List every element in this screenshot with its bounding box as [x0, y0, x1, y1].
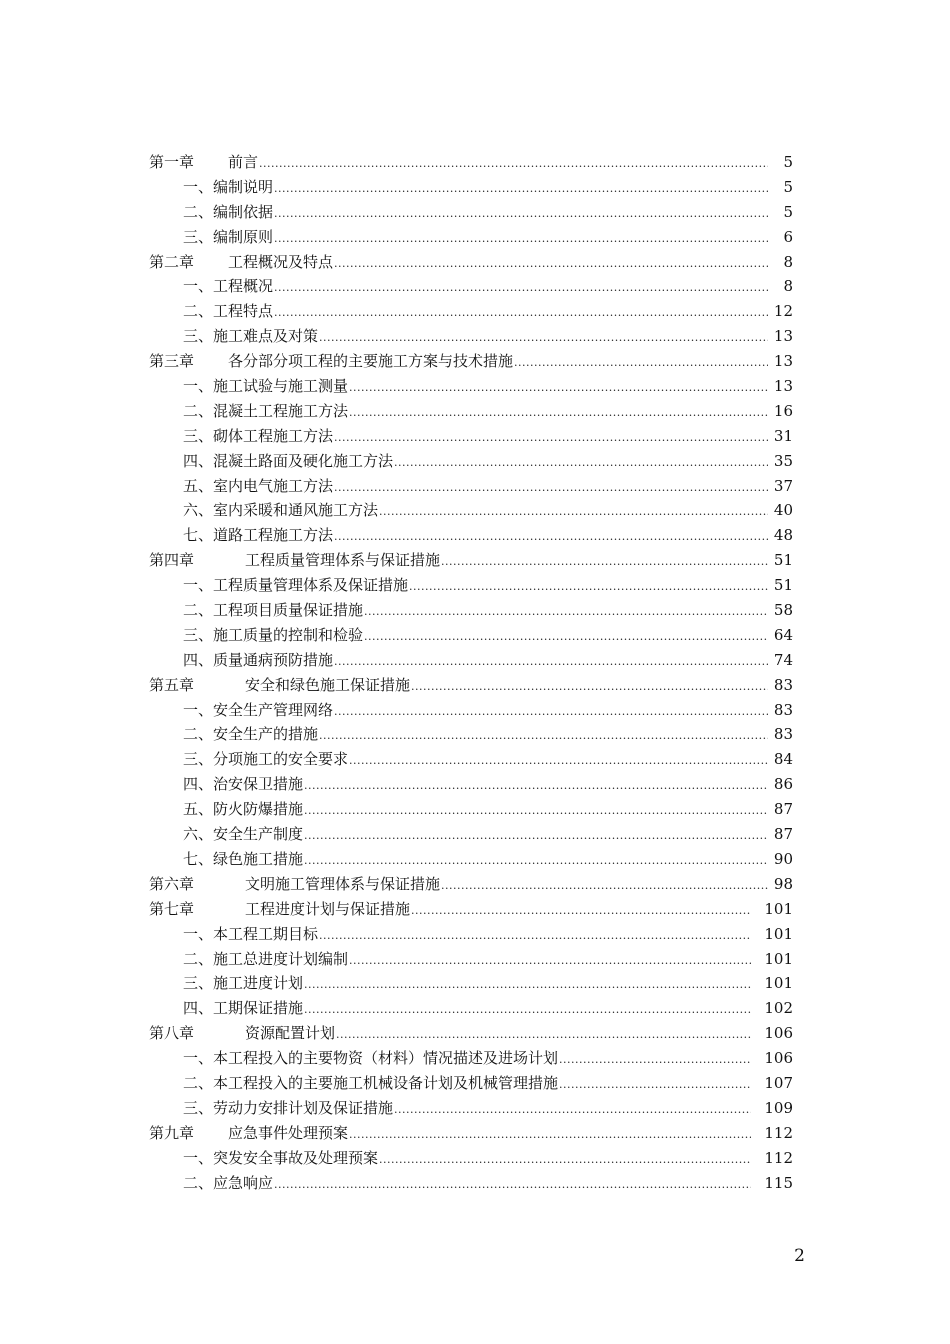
toc-page-number: 87 — [773, 800, 793, 819]
toc-chapter-row[interactable] — [0, 548, 950, 573]
toc-chapter-label: 第二章 — [149, 252, 195, 271]
toc-title: 一、本工程工期目标 — [183, 924, 319, 943]
toc-page-number: 83 — [773, 725, 793, 744]
toc-entry — [183, 424, 768, 449]
toc-leader-dots — [379, 500, 768, 523]
toc-leader-dots — [274, 177, 768, 200]
toc-leader-dots — [559, 1048, 751, 1071]
toc-page-number: 40 — [773, 501, 793, 520]
toc-title: 二、应急响应 — [183, 1173, 274, 1192]
toc-page-number: 115 — [764, 1173, 793, 1192]
toc-entry — [149, 548, 768, 573]
toc-page-number: 84 — [773, 750, 793, 769]
toc-chapter-label: 第六章 — [149, 874, 195, 893]
toc-title: 各分部分项工程的主要施工方案与技术措施 — [228, 352, 514, 371]
toc-title: 三、分项施工的安全要求 — [183, 750, 349, 769]
toc-section-row[interactable] — [0, 274, 950, 299]
toc-chapter-row[interactable] — [0, 673, 950, 698]
toc-title: 三、施工难点及对策 — [183, 327, 319, 346]
toc-leader-dots — [349, 949, 751, 972]
toc-title: 六、安全生产制度 — [183, 825, 304, 844]
toc-leader-dots — [336, 1023, 751, 1046]
toc-page-number: 5 — [783, 177, 793, 196]
toc-chapter-row[interactable] — [0, 1121, 950, 1146]
toc-section-row[interactable] — [0, 1096, 950, 1121]
toc-section-row[interactable] — [0, 822, 950, 847]
toc-leader-dots — [259, 152, 768, 175]
toc-title: 二、施工总进度计划编制 — [183, 949, 349, 968]
toc-chapter-label: 第九章 — [149, 1123, 195, 1142]
toc-leader-dots — [334, 252, 768, 275]
toc-section-row[interactable] — [0, 747, 950, 772]
toc-title: 七、绿色施工措施 — [183, 849, 304, 868]
toc-page-number: 74 — [773, 650, 793, 669]
toc-page-number: 109 — [764, 1098, 793, 1117]
toc-leader-dots — [304, 774, 768, 797]
toc-leader-dots — [441, 550, 768, 573]
toc-leader-dots — [441, 874, 768, 897]
toc-section-row[interactable] — [0, 623, 950, 648]
toc-section-row[interactable] — [0, 698, 950, 723]
toc-title: 三、施工进度计划 — [183, 974, 304, 993]
toc-page-number: 112 — [764, 1123, 793, 1142]
toc-title: 一、工程概况 — [183, 277, 274, 296]
toc-title: 文明施工管理体系与保证措施 — [245, 874, 441, 893]
toc-entry — [183, 1071, 751, 1096]
toc-page-number: 6 — [783, 227, 793, 246]
toc-entry — [183, 1096, 751, 1121]
toc-leader-dots — [334, 525, 768, 548]
page-number: 2 — [794, 1246, 805, 1266]
toc-page-number: 13 — [773, 327, 793, 346]
toc-entry — [183, 523, 768, 548]
toc-leader-dots — [409, 575, 768, 598]
toc-entry — [183, 1146, 751, 1171]
toc-title: 七、道路工程施工方法 — [183, 526, 334, 545]
toc-leader-dots — [364, 625, 768, 648]
toc-entry — [183, 274, 768, 299]
toc-title: 二、工程特点 — [183, 302, 274, 321]
toc-leader-dots — [334, 650, 768, 673]
toc-section-row[interactable] — [0, 225, 950, 250]
toc-page-number: 64 — [773, 625, 793, 644]
table-of-contents — [0, 150, 950, 1195]
toc-leader-dots — [394, 451, 768, 474]
toc-entry — [183, 399, 768, 424]
toc-entry — [149, 872, 768, 897]
toc-entry — [183, 324, 768, 349]
toc-title: 工程进度计划与保证措施 — [245, 899, 411, 918]
toc-page-number: 13 — [773, 352, 793, 371]
toc-entry — [183, 200, 768, 225]
toc-entry — [183, 797, 768, 822]
toc-chapter-label: 第三章 — [149, 352, 195, 371]
toc-page-number: 31 — [773, 426, 793, 445]
toc-section-row[interactable] — [0, 449, 950, 474]
toc-title: 二、混凝土工程施工方法 — [183, 401, 349, 420]
toc-leader-dots — [274, 276, 768, 299]
toc-leader-dots — [394, 1098, 751, 1121]
toc-title: 安全和绿色施工保证措施 — [245, 675, 411, 694]
toc-title: 一、编制说明 — [183, 177, 274, 196]
toc-section-row[interactable] — [0, 722, 950, 747]
toc-title: 二、编制依据 — [183, 202, 274, 221]
toc-title: 三、施工质量的控制和检验 — [183, 625, 364, 644]
toc-entry — [183, 747, 768, 772]
toc-page-number: 106 — [764, 1049, 793, 1068]
toc-page-number: 5 — [783, 153, 793, 171]
toc-title: 一、突发安全事故及处理预案 — [183, 1148, 379, 1167]
toc-section-row[interactable] — [0, 996, 950, 1021]
toc-title: 四、质量通病预防措施 — [183, 650, 334, 669]
toc-leader-dots — [319, 924, 751, 947]
toc-section-row[interactable] — [0, 797, 950, 822]
toc-section-row[interactable] — [0, 523, 950, 548]
toc-section-row[interactable] — [0, 1171, 950, 1196]
toc-entry — [183, 1046, 751, 1071]
toc-title: 五、防火防爆措施 — [183, 800, 304, 819]
toc-section-row[interactable] — [0, 474, 950, 499]
toc-page-number: 5 — [783, 202, 793, 221]
toc-entry — [183, 175, 768, 200]
toc-title: 三、编制原则 — [183, 227, 274, 246]
toc-leader-dots — [319, 724, 768, 747]
toc-title: 四、工期保证措施 — [183, 999, 304, 1018]
toc-entry — [149, 1021, 751, 1046]
toc-section-row[interactable] — [0, 299, 950, 324]
toc-entry — [183, 922, 751, 947]
toc-leader-dots — [274, 1173, 751, 1196]
toc-title: 应急事件处理预案 — [228, 1123, 349, 1142]
toc-section-row[interactable] — [0, 772, 950, 797]
toc-section-row[interactable] — [0, 424, 950, 449]
toc-leader-dots — [274, 301, 768, 324]
toc-page-number: 87 — [773, 825, 793, 844]
toc-title: 四、治安保卫措施 — [183, 775, 304, 794]
toc-entry — [183, 299, 768, 324]
toc-page-number: 13 — [773, 377, 793, 396]
toc-entry — [149, 250, 768, 275]
toc-page-number: 12 — [773, 302, 793, 321]
toc-leader-dots — [379, 1148, 751, 1171]
toc-leader-dots — [411, 675, 768, 698]
toc-section-row[interactable] — [0, 1071, 950, 1096]
toc-page-number: 86 — [773, 775, 793, 794]
toc-title: 一、施工试验与施工测量 — [183, 377, 349, 396]
toc-page-number: 58 — [773, 601, 793, 620]
toc-leader-dots — [304, 998, 751, 1021]
toc-entry — [183, 698, 768, 723]
toc-page-number: 51 — [773, 576, 793, 595]
toc-title: 二、本工程投入的主要施工机械设备计划及机械管理措施 — [183, 1073, 559, 1092]
toc-leader-dots — [334, 426, 768, 449]
toc-title: 二、工程项目质量保证措施 — [183, 601, 364, 620]
toc-entry — [183, 598, 768, 623]
toc-chapter-row[interactable] — [0, 349, 950, 374]
toc-page-number: 112 — [764, 1148, 793, 1167]
toc-section-row[interactable] — [0, 374, 950, 399]
toc-page-number: 8 — [783, 277, 793, 296]
toc-entry — [149, 897, 751, 922]
toc-chapter-label: 第七章 — [149, 899, 195, 918]
toc-leader-dots — [349, 1123, 751, 1146]
toc-leader-dots — [334, 700, 768, 723]
toc-leader-dots — [514, 351, 768, 374]
toc-leader-dots — [349, 401, 768, 424]
toc-title: 工程概况及特点 — [228, 252, 334, 271]
toc-page-number: 35 — [773, 451, 793, 470]
toc-entry — [183, 498, 768, 523]
toc-title: 三、劳动力安排计划及保证措施 — [183, 1098, 394, 1117]
toc-leader-dots — [411, 899, 751, 922]
toc-page-number: 98 — [773, 874, 793, 893]
toc-entry — [183, 623, 768, 648]
toc-leader-dots — [304, 799, 768, 822]
toc-chapter-label: 第五章 — [149, 675, 195, 694]
toc-entry — [183, 225, 768, 250]
toc-entry — [183, 822, 768, 847]
toc-chapter-row[interactable] — [0, 897, 950, 922]
toc-section-row[interactable] — [0, 648, 950, 673]
toc-leader-dots — [304, 973, 751, 996]
toc-leader-dots — [559, 1073, 751, 1096]
toc-section-row[interactable] — [0, 847, 950, 872]
toc-entry — [183, 374, 768, 399]
toc-section-row[interactable] — [0, 598, 950, 623]
toc-title: 工程质量管理体系与保证措施 — [245, 551, 441, 570]
toc-page-number: 102 — [764, 999, 793, 1018]
toc-title: 资源配置计划 — [245, 1024, 336, 1043]
toc-page-number: 48 — [773, 526, 793, 545]
toc-chapter-row[interactable] — [0, 1021, 950, 1046]
toc-title: 三、砌体工程施工方法 — [183, 426, 334, 445]
toc-chapter-label: 第一章 — [149, 153, 195, 171]
toc-entry — [183, 474, 768, 499]
toc-section-row[interactable] — [0, 1046, 950, 1071]
toc-chapter-row[interactable] — [0, 250, 950, 275]
toc-entry — [149, 349, 768, 374]
toc-title: 六、室内采暖和通风施工方法 — [183, 501, 379, 520]
toc-entry — [183, 996, 751, 1021]
toc-leader-dots — [304, 849, 768, 872]
toc-title: 五、室内电气施工方法 — [183, 476, 334, 495]
toc-chapter-row[interactable] — [0, 150, 950, 175]
toc-entry — [183, 1171, 751, 1196]
toc-page-number: 51 — [773, 551, 793, 570]
toc-section-row[interactable] — [0, 971, 950, 996]
toc-entry — [183, 648, 768, 673]
toc-leader-dots — [334, 476, 768, 499]
toc-leader-dots — [349, 376, 768, 399]
toc-page-number: 37 — [773, 476, 793, 495]
toc-entry — [183, 947, 751, 972]
toc-leader-dots — [274, 202, 768, 225]
toc-page-number: 101 — [764, 924, 793, 943]
toc-leader-dots — [274, 227, 768, 250]
toc-page-number: 90 — [773, 849, 793, 868]
toc-title: 一、本工程投入的主要物资（材料）情况描述及进场计划 — [183, 1049, 559, 1068]
toc-page-number: 106 — [764, 1024, 793, 1043]
toc-page-number: 83 — [773, 700, 793, 719]
toc-section-row[interactable] — [0, 399, 950, 424]
toc-entry — [149, 150, 768, 175]
toc-chapter-label: 第八章 — [149, 1024, 195, 1043]
toc-entry — [183, 449, 768, 474]
toc-title: 二、安全生产的措施 — [183, 725, 319, 744]
toc-entry — [183, 847, 768, 872]
toc-page-number: 101 — [764, 899, 793, 918]
toc-page-number: 8 — [783, 252, 793, 271]
toc-section-row[interactable] — [0, 498, 950, 523]
toc-chapter-label: 第四章 — [149, 551, 195, 570]
toc-page-number: 101 — [764, 974, 793, 993]
toc-page-number: 83 — [773, 675, 793, 694]
toc-entry — [183, 573, 768, 598]
toc-entry — [183, 722, 768, 747]
toc-section-row[interactable] — [0, 200, 950, 225]
toc-section-row[interactable] — [0, 922, 950, 947]
toc-section-row[interactable] — [0, 947, 950, 972]
toc-section-row[interactable] — [0, 1146, 950, 1171]
toc-section-row[interactable] — [0, 175, 950, 200]
toc-entry — [149, 673, 768, 698]
toc-chapter-row[interactable] — [0, 872, 950, 897]
toc-page-number: 107 — [764, 1073, 793, 1092]
toc-title: 四、混凝土路面及硬化施工方法 — [183, 451, 394, 470]
toc-entry — [183, 971, 751, 996]
toc-page-number: 16 — [773, 401, 793, 420]
toc-title: 一、工程质量管理体系及保证措施 — [183, 576, 409, 595]
toc-title: 一、安全生产管理网络 — [183, 700, 334, 719]
toc-leader-dots — [349, 749, 768, 772]
toc-leader-dots — [304, 824, 768, 847]
toc-entry — [149, 1121, 751, 1146]
toc-page-number: 101 — [764, 949, 793, 968]
toc-leader-dots — [364, 600, 768, 623]
toc-section-row[interactable] — [0, 573, 950, 598]
toc-leader-dots — [319, 326, 768, 349]
toc-title: 前言 — [228, 153, 259, 171]
toc-section-row[interactable] — [0, 324, 950, 349]
toc-entry — [183, 772, 768, 797]
